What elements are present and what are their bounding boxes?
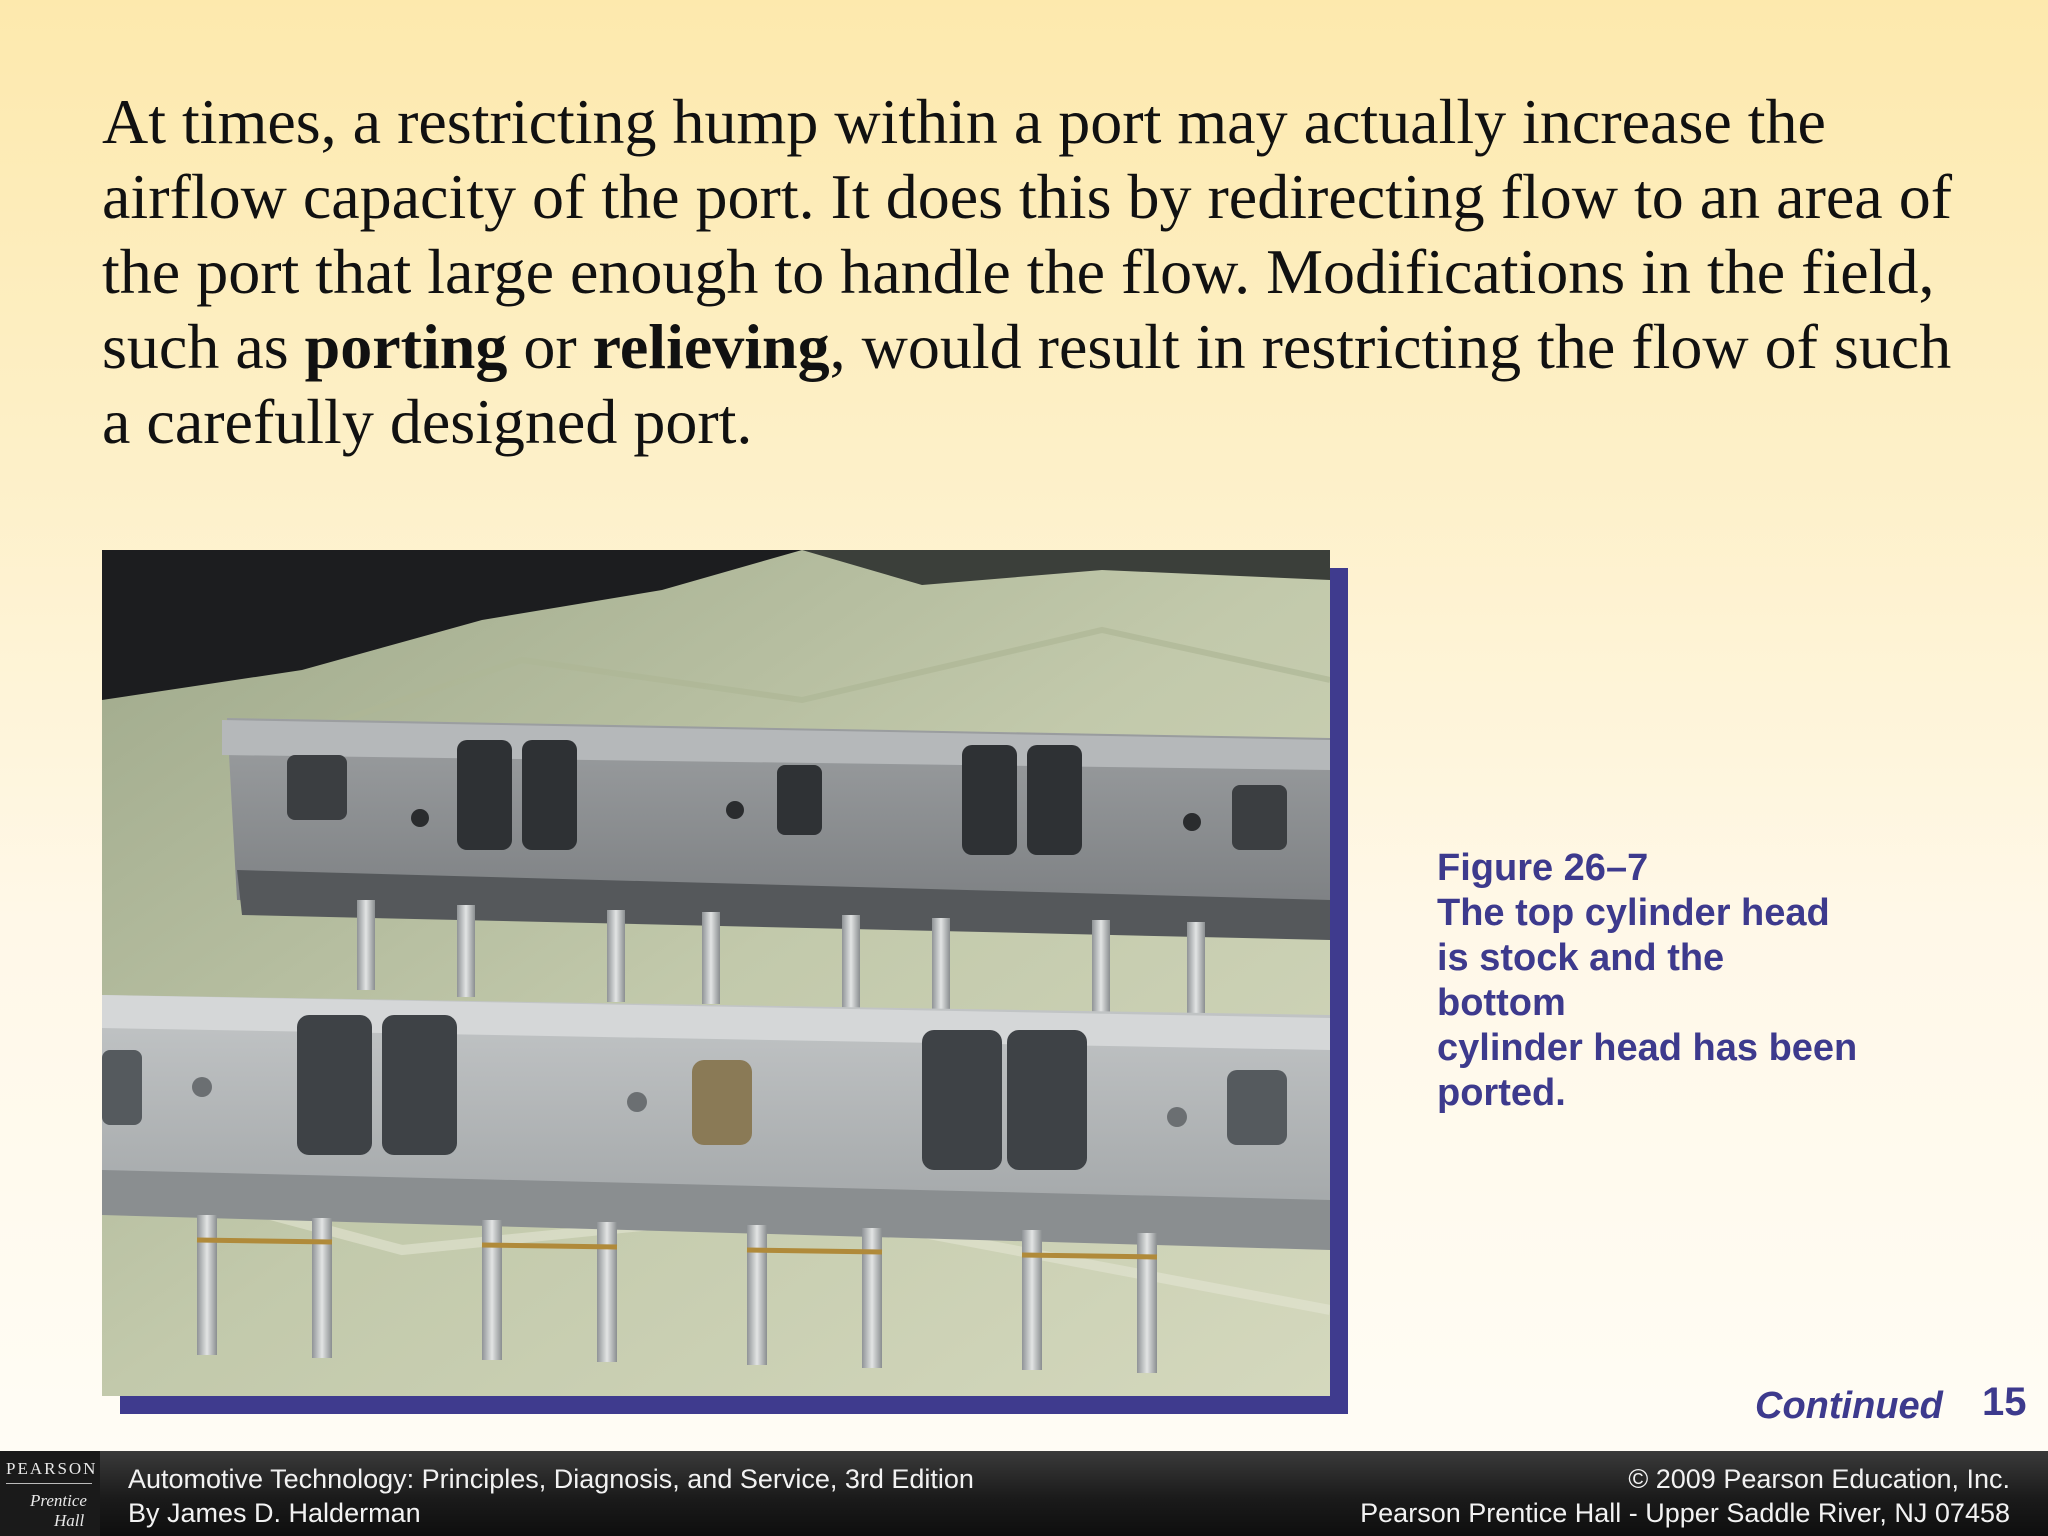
caption-line: is stock and the (1437, 937, 1725, 979)
footer-copyright (1360, 1462, 2010, 1530)
figure-photo (102, 550, 1330, 1396)
cylinder-heads-illustration (102, 550, 1330, 1396)
footer-publisher-line: Pearson Prentice Hall - Upper Saddle River, NJ 07458 (1360, 1498, 2010, 1528)
body-paragraph (102, 84, 1982, 459)
figure-caption (1437, 846, 1957, 1116)
caption-line: ported. (1437, 1072, 1566, 1114)
paragraph-bold-porting: porting (304, 311, 508, 382)
paragraph-bold-relieving: relieving (592, 311, 830, 382)
pearson-prentice-hall-logo (0, 1451, 100, 1536)
caption-line: Figure 26–7 (1437, 847, 1649, 889)
page-number: 15 (1982, 1380, 2027, 1424)
logo-text-bottom: Hall (54, 1511, 85, 1530)
footer-book-title: Automotive Technology: Principles, Diagnosis, and Service, 3rd Edition (128, 1464, 974, 1494)
footer-author: By James D. Halderman (128, 1498, 421, 1528)
footer-book-info (128, 1462, 974, 1530)
footer-copyright-line: © 2009 Pearson Education, Inc. (1628, 1464, 2010, 1494)
logo-text-mid: Prentice (30, 1491, 87, 1510)
paragraph-text-1: At times, a restricting hump within a port may actually increase the airflow capacity of the port. It does this by redirecting flow to an area of the port that large enough to handle the flow. Modifications in the field, such as (102, 86, 1952, 382)
paragraph-text-3: , would result in restricting the flow of such a carefully designed port. (102, 311, 1952, 457)
caption-line: bottom (1437, 982, 1566, 1024)
logo-divider (6, 1483, 92, 1484)
caption-line: The top cylinder head (1437, 892, 1830, 934)
logo-text-top: PEARSON (6, 1459, 98, 1478)
caption-line: cylinder head has been (1437, 1027, 1858, 1069)
paragraph-text-2: or (507, 311, 593, 382)
continued-label: Continued (1755, 1385, 1943, 1427)
